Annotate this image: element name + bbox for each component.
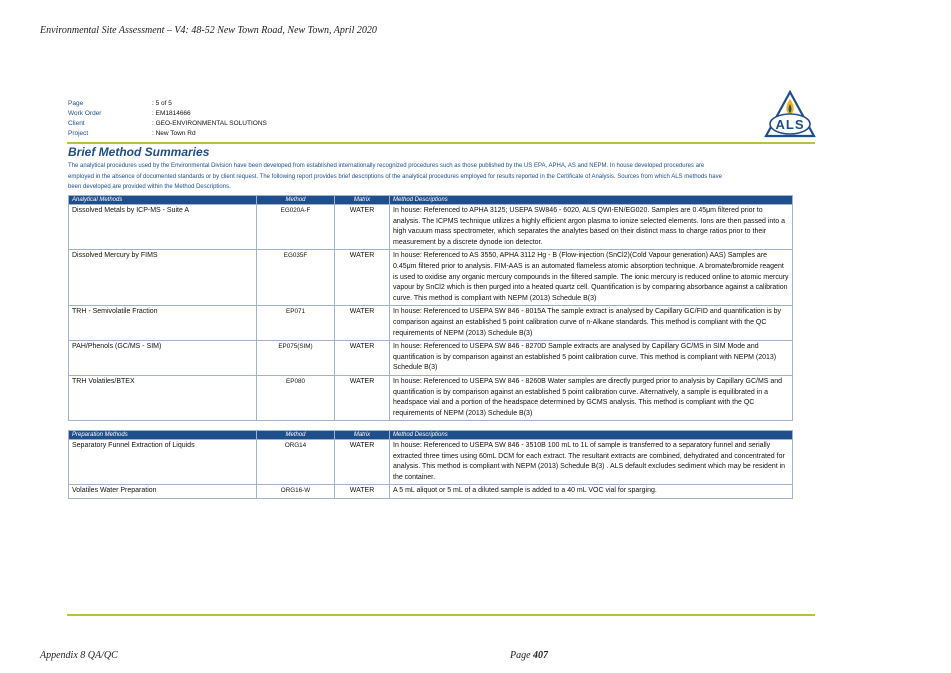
table-row: [69, 205, 793, 250]
method-description: In house: Referenced to AS 3550, APHA 3112 Hg - B (Flow-injection (SnCl2)(Cold Vapour generation) AAS) Samples are 0.45μm filtered prior to analysis. FIM-AAS is an automated flameless atomic absorption technique. A bromate/bromide reagent is used to oxidise any organic mercury compounds in the filtered sample. The ionic mercury is reduced online to atomic mercury vapour by SnCl2 which is then purged into a heated quartz cell. Quantification is by comparing absorbance against a calibration curve. This method is compliant with NEPM (2013) Schedule B(3): [390, 250, 793, 306]
table-row: [69, 250, 793, 306]
method-code-text: ORG16-W: [280, 487, 311, 495]
method-name: Separatory Funnel Extraction of Liquids: [69, 440, 257, 485]
als-logo: [764, 90, 816, 138]
method-code-text: EP071: [286, 308, 305, 316]
footer-appendix: Appendix 8 QA/QC: [40, 650, 118, 661]
method-description: In house: Referenced to USEPA SW 846 - 3510B 100 mL to 1L of sample is transferred to a separatory funnel and serially extracted three times using 60mL DCM for each extract. The resultant extracts are combined, dehydrated and concentrated for analysis. This method is compliant with NEPM (2013) Schedule B(3) . ALS default excludes sediment which may be resident in the container.: [390, 440, 793, 485]
section-intro: The analytical procedures used by the Environmental Division have been developed from established internationally recognized procedures such as those published by the US EPA, APHA, AS and NEPM. In house developed procedures are employed in the absence of documented standards or by client request. The following report provides brief descriptions of the analytical procedures employed for results reported in the Certificate of Analysis. Sources from which ALS methods have been developed are provided within the Method Descriptions.: [68, 163, 722, 190]
meta-row-page: [68, 99, 267, 109]
method-code-text: EP080: [286, 377, 305, 385]
method-code: [257, 375, 335, 420]
section-title: Brief Method Summaries: [68, 145, 210, 159]
column-header: Method Descriptions: [390, 431, 793, 440]
column-header: Analytical Methods: [69, 196, 257, 205]
report-meta: [68, 99, 267, 139]
method-name: Dissolved Mercury by FIMS: [69, 250, 257, 306]
method-code-text: EG035F: [283, 252, 308, 260]
table-row: [69, 375, 793, 420]
method-matrix: WATER: [335, 205, 390, 250]
method-matrix: WATER: [335, 440, 390, 485]
method-matrix: WATER: [335, 250, 390, 306]
analytical-methods-table: [68, 195, 793, 421]
meta-row-client: [68, 119, 267, 129]
footer-page: [510, 650, 548, 661]
meta-label: Page: [68, 100, 84, 107]
method-description: A 5 mL aliquot or 5 mL of a diluted sample is added to a 40 mL VOC vial for sparging.: [390, 485, 793, 499]
meta-row-project: [68, 129, 267, 139]
column-header: Method: [257, 431, 335, 440]
column-header: Preparation Methods: [69, 431, 257, 440]
method-code-text: ORG14: [284, 442, 307, 449]
meta-value: : New Town Rd: [152, 130, 196, 137]
meta-label: Project: [68, 130, 89, 137]
meta-label: Work Order: [68, 110, 102, 117]
method-name: TRH Volatiles/BTEX: [69, 375, 257, 420]
column-header: Matrix: [335, 431, 390, 440]
method-description: In house: Referenced to USEPA SW 846 - 8270D Sample extracts are analysed by Capillary GC/MS in SIM Mode and quantification is by comparison against an established 5 point calibration curve. This method is compliant with NEPM (2013) Schedule B(3): [390, 341, 793, 376]
method-name: Volatiles Water Preparation: [69, 485, 257, 499]
column-header: Method: [257, 196, 335, 205]
document-header-title: Environmental Site Assessment – V4: 48-52 New Town Road, New Town, April 2020: [40, 25, 377, 36]
table-row: [69, 440, 793, 485]
method-description: In house: Referenced to USEPA SW 846 - 8015A The sample extract is analysed by Capillary GC/FID and quantification is by comparison against an established 5 point calibration curve of n-Alkane standards. This method is compliant with the QC requirements of NEPM (2013) Schedule B(3): [390, 306, 793, 341]
method-name: TRH - Semivolatile Fraction: [69, 306, 257, 341]
table-row: [69, 485, 793, 499]
preparation-methods-table: [68, 430, 793, 499]
method-name: Dissolved Metals by ICP-MS - Suite A: [69, 205, 257, 250]
method-description: In house: Referenced to USEPA SW 846 - 8260B Water samples are directly purged prior to analysis by Capillary GC/MS and quantification is by comparison against an established 5 point calibration curve. Alternatively, a sample is equilibrated in a headspace vial and a portion of the headspace determined by GCMS analysis. This method is compliant with the QC requirements of NEPM (2013) Schedule B(3): [390, 375, 793, 420]
column-header: Matrix: [335, 196, 390, 205]
meta-label: Client: [68, 120, 85, 127]
method-description: In house: Referenced to APHA 3125; USEPA SW846 - 6020, ALS QWI-EN/EG020. Samples are 0.45μm filtered prior to analysis. The ICPMS technique utilizes a highly efficient argon plasma to ionize selected elements. Ions are then passed into a high vacuum mass spectrometer, which separates the analytes based on their distinct mass to charge ratios prior to their measurement by a discrete dynode ion detector.: [390, 205, 793, 250]
table-header-row: [69, 196, 793, 205]
footer-page-number: 407: [533, 650, 549, 661]
table-row: [69, 306, 793, 341]
meta-value: : GEO-ENVIRONMENTAL SOLUTIONS: [152, 120, 267, 127]
column-header: Method Descriptions: [390, 196, 793, 205]
logo-text: ALS: [775, 117, 805, 132]
table-header-row: [69, 431, 793, 440]
method-code: [257, 485, 335, 499]
method-matrix: WATER: [335, 341, 390, 376]
meta-row-work-order: [68, 109, 267, 119]
meta-value: : 5 of 5: [152, 100, 172, 107]
footer-page-label: Page: [510, 650, 531, 661]
bottom-divider: [67, 614, 815, 616]
method-code: [257, 250, 335, 306]
meta-value: : EM1814666: [152, 110, 191, 117]
method-matrix: WATER: [335, 306, 390, 341]
method-code: [257, 306, 335, 341]
top-divider: [67, 142, 815, 144]
method-code: [257, 205, 335, 250]
method-matrix: WATER: [335, 485, 390, 499]
method-code-text: EP075(SIM): [278, 343, 313, 351]
method-code: [257, 341, 335, 376]
method-name: PAH/Phenols (GC/MS - SIM): [69, 341, 257, 376]
method-matrix: WATER: [335, 375, 390, 420]
method-code-text: EG020A-F: [280, 207, 311, 214]
method-code: [257, 440, 335, 485]
table-row: [69, 341, 793, 376]
